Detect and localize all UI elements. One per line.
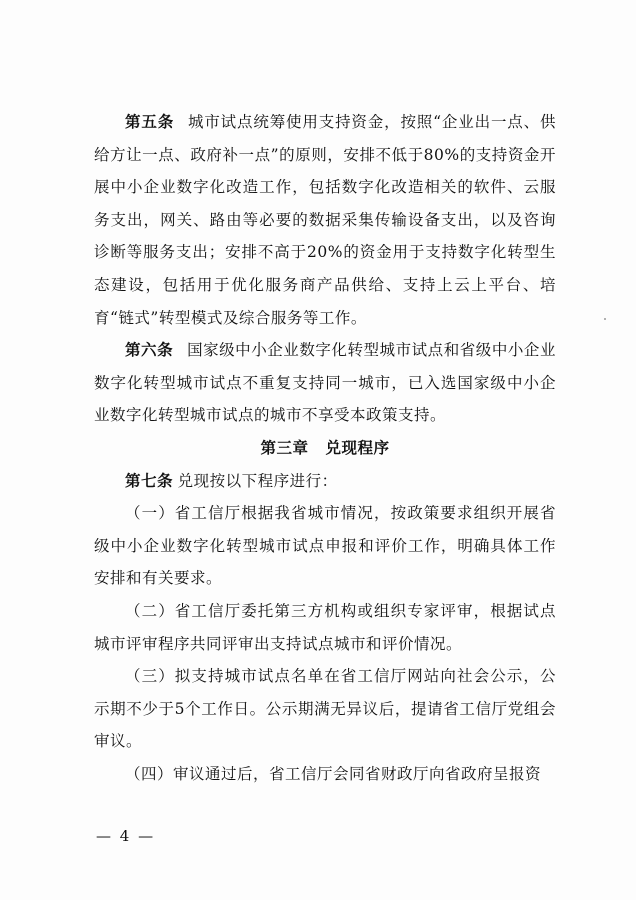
procedure-step-1: （一）省工信厅根据我省城市情况，按政策要求组织开展省级中小企业数字化转型城市试点申报和评价工作，明确具体工作安排和有关要求。 [94, 504, 556, 588]
chapter-3-heading [94, 432, 556, 465]
article-5 [94, 106, 556, 334]
chapter-3-title: 兑现程序 [325, 438, 390, 457]
article-7 [94, 465, 556, 498]
procedure-step-4: （四）审议通过后，省工信厅会同省财政厅向省政府呈报资 [125, 764, 542, 783]
article-7-number: 第七条 [125, 471, 174, 490]
document-body [94, 106, 556, 790]
scan-speck [604, 318, 606, 320]
article-5-number: 第五条 [125, 113, 175, 131]
article-6-text: 国家级中小企业数字化转型城市试点和省级中小企业数字化转型城市试点不重复支持同一城市，已入选国家级中小企业数字化转型城市试点的城市不享受本政策支持。 [94, 341, 556, 425]
page-number: — 4 — [96, 827, 156, 845]
procedure-step-2: （二）省工信厅委托第三方机构或组织专家评审，根据试点城市评审程序共同评审出支持试点城市和评价情况。 [94, 601, 556, 653]
article-6 [94, 334, 556, 432]
chapter-3-number: 第三章 [260, 438, 309, 457]
procedure-step-3: （三）拟支持城市试点名单在省工信厅网站向社会公示，公示期不少于5个工作日。公示期满无异议后，提请省工信厅党组会审议。 [94, 667, 556, 751]
article-6-number: 第六条 [125, 341, 174, 360]
article-7-text: 兑现按以下程序进行： [177, 471, 338, 490]
article-5-text: 城市试点统筹使用支持资金，按照“企业出一点、供给方让一点、政府补一点”的原则，安排不低于80%的支持资金开展中小企业数字化改造工作，包括数字化改造相关的软件、云服务支出，网关、路由等必要的数据采集传输设备支出，以及咨询诊断等服务支出；安排不高于20%的资金用于支持数字化转型生态建设，包括用于优化服务商产品供给、支持上云上平台、培育“链式”转型模式及综合服务等工作。 [94, 113, 556, 327]
